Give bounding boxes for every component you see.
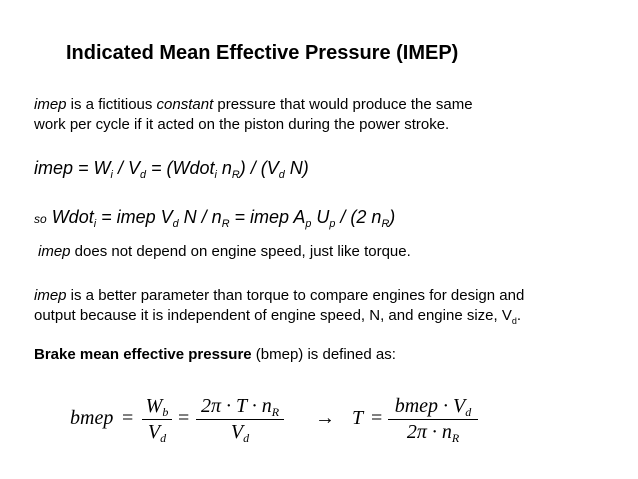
formula-eq-3: =: [371, 407, 383, 429]
definition-text-2: pressure that would produce the same: [213, 96, 473, 113]
formula-eq-2: =: [178, 407, 190, 429]
bmep-bold-term: Brake mean effective pressure: [34, 346, 252, 363]
formula-lhs: bmep: [70, 407, 114, 429]
definition-text: is a fictitious: [66, 96, 157, 113]
para-text: is a better parameter than torque to compare engines for design and: [66, 287, 525, 304]
definition-line-2: work per cycle if it acted on the piston during the power stroke.: [34, 116, 450, 133]
note-line: [38, 242, 411, 262]
bmep-definition: [34, 345, 396, 365]
term-imep-2: imep: [38, 243, 71, 260]
so-label: so: [34, 212, 47, 226]
comparison-paragraph: imep is a better parameter than torque to compare engines for design and output because it is independent of engine speed, N, and engine size, $V_d$.: [34, 287, 525, 326]
formula-T: T: [352, 407, 364, 429]
note-text: does not depend on engine speed, just like torque.: [70, 243, 411, 260]
bmep-text: (bmep) is defined as:: [251, 346, 396, 363]
term-imep: imep: [34, 96, 67, 113]
emphasis-constant: constant: [156, 96, 214, 113]
para-line-2: output because it is independent of engine speed, N, and engine size, V: [34, 307, 512, 324]
formula-eq-1: =: [122, 407, 134, 429]
equation-wdot: so Wdot$_i$ = imep $V_d$ N / $n_R$ = imep $A_p$ $U_p / (2$ $n_R$): [34, 207, 396, 230]
equation-imep: imep = $W_i / V_d$ = (Wdot$_i$ $n_R) / (V_d$ N): [34, 158, 309, 181]
arrow-icon: →: [315, 407, 335, 429]
fraction-bmepvd-2pin: bmep · $V_d$ $2\pi \cdot n_R$: [388, 395, 478, 444]
term-imep-3: imep: [34, 287, 67, 304]
page-title: Indicated Mean Effective Pressure (IMEP): [66, 42, 459, 64]
fraction-2pitn-vd: $2\pi \cdot T \cdot n_R$ $V_d$: [196, 395, 284, 444]
fraction-wb-vd: $W_b$ $V_d$: [142, 395, 172, 444]
definition-paragraph: [34, 95, 473, 135]
